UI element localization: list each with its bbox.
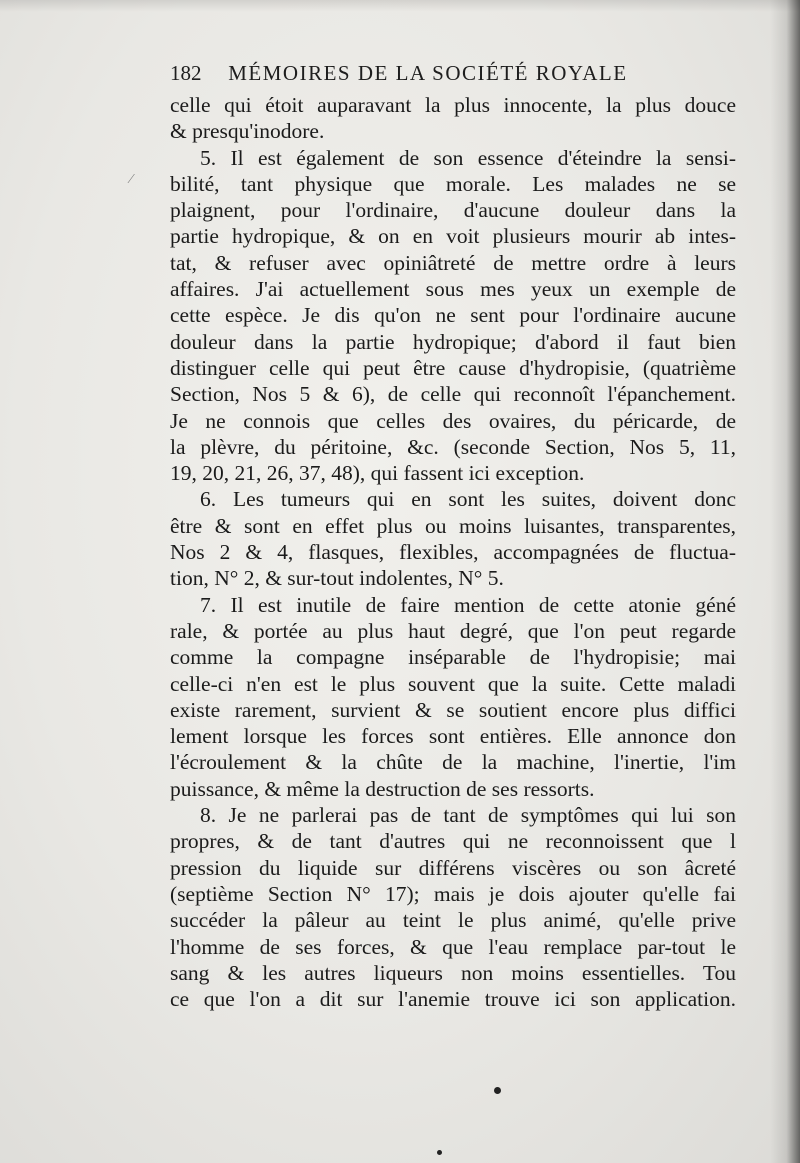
text-line: distinguer celle qui peut être cause d'hydropisie, (quatrième (170, 355, 736, 380)
text-line: celle-ci n'en est le plus souvent que la suite. Cette maladi (170, 671, 736, 696)
text-line: l'écroulement & la chûte de la machine, l'inertie, l'im (170, 750, 736, 775)
text-line: rale, & portée au plus haut degré, que l'on peut regarde (170, 618, 736, 643)
text-line: existe rarement, survient & se soutient encore plus diffici (170, 697, 736, 722)
text-line: 6. Les tumeurs qui en sont les suites, doivent donc (200, 487, 736, 512)
text-line: partie hydropique, & on en voit plusieurs mourir ab intes- (170, 224, 736, 249)
text-line: plaignent, pour l'ordinaire, d'aucune douleur dans la (170, 198, 736, 223)
text-line: cette espèce. Je dis qu'on ne sent pour l'ordinaire aucune (170, 303, 736, 328)
running-header (170, 61, 710, 86)
text-line: 8. Je ne parlerai pas de tant de symptômes qui lui son (200, 803, 736, 828)
text-line: Nos 2 & 4, flasques, flexibles, accompagnées de fluctua- (170, 540, 736, 565)
body-text (170, 92, 736, 1012)
text-line: Section, Nos 5 & 6), de celle qui reconnoît l'épanchement. (170, 382, 736, 407)
page-top-shadow (0, 0, 800, 12)
ink-spot (494, 1087, 501, 1094)
text-line: affaires. J'ai actuellement sous mes yeux un exemple de (170, 277, 736, 302)
text-line: la plèvre, du péritoine, &c. (seconde Section, Nos 5, 11, (170, 434, 736, 459)
running-title: MÉMOIRES DE LA SOCIÉTÉ ROYALE (228, 61, 628, 85)
text-line: tat, & refuser avec opiniâtreté de mettre ordre à leurs (170, 250, 736, 275)
margin-check-mark: ⁄ (130, 172, 133, 187)
page-number: 182 (170, 61, 202, 85)
text-line: sang & les autres liqueurs non moins essentielles. Tou (170, 960, 736, 985)
text-line: (septième Section N° 17); mais je dois ajouter qu'elle fai (170, 881, 736, 906)
text-line: puissance, & même la destruction de ses ressorts. (170, 776, 595, 801)
text-line: bilité, tant physique que morale. Les malades ne se (170, 171, 736, 196)
text-line: douleur dans la partie hydropique; d'abord il faut bien (170, 329, 736, 354)
page-gutter-shadow (770, 0, 800, 1163)
text-line: propres, & de tant d'autres qui ne reconnoissent que l (170, 829, 736, 854)
text-line: Je ne connois que celles des ovaires, du péricarde, de (170, 408, 736, 433)
text-line: succéder la pâleur au teint le plus animé, qu'elle prive (170, 908, 736, 933)
text-line: ce que l'on a dit sur l'anemie trouve ici son application. (170, 987, 736, 1012)
text-line: comme la compagne inséparable de l'hydropisie; mai (170, 645, 736, 670)
ink-spot (437, 1150, 442, 1155)
text-line: & presqu'inodore. (170, 119, 325, 144)
text-line: 5. Il est également de son essence d'éteindre la sensi- (200, 145, 736, 170)
text-line: l'homme de ses forces, & que l'eau remplace par-tout le (170, 934, 736, 959)
text-line: 7. Il est inutile de faire mention de cette atonie géné (200, 592, 736, 617)
text-line: pression du liquide sur différens viscères ou son âcreté (170, 855, 736, 880)
text-line: celle qui étoit auparavant la plus innocente, la plus douce (170, 93, 736, 117)
text-line: être & sont en effet plus ou moins luisantes, transparentes, (170, 513, 736, 538)
text-line: tion, N° 2, & sur-tout indolentes, N° 5. (170, 566, 504, 591)
text-line: 19, 20, 21, 26, 37, 48), qui fassent ici exception. (170, 461, 585, 486)
text-line: lement lorsque les forces sont entières. Elle annonce don (170, 724, 736, 749)
